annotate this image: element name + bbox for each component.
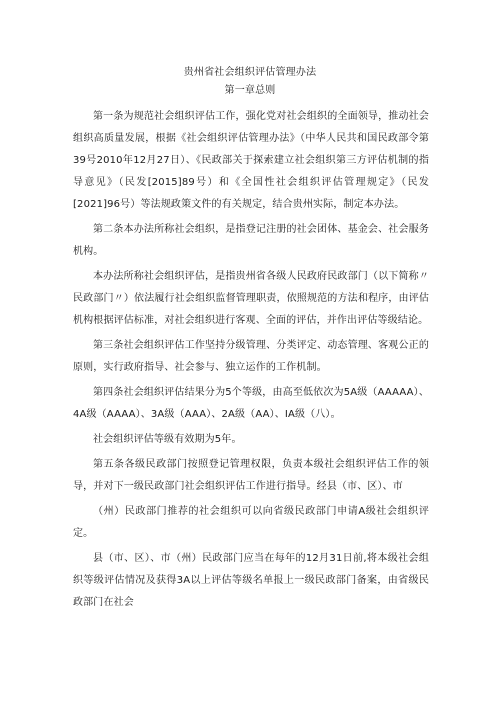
article-2-definition-paragraph: 本办法所称社会组织评估，是指贵州省各级人民政府民政部门（以下简称〃民政部门〃）依法履行社会组织监督管理职责，依照规范的方法和程序，由评估机构根据评估标准，对社会组织进行客观、全面的评估，并作出评估等级结论。 xyxy=(73,271,429,326)
article-1-paragraph: 第一条为规范社会组织评估工作，强化党对社会组织的全面领导，推动社会组织高质量发展，根据《社会组织评估管理办法》（中华人民共和国民政部令第39号2010年12月27日）、《民政部关于探索建立社会组织第三方评估机制的指导意见》（民发[2015]89号）和《全国性社会组织评估管理规定》（民发[2021]96号）等法规政策文件的有关规定，结合贵州实际，制定本办法。 xyxy=(73,111,429,210)
document-body xyxy=(73,106,429,614)
filing-paragraph: 县（市、区）、市（州）民政部门应当在每年的12月31日前,将本级社会组织等级评估情况及获得3A以上评估等级名单报上一级民政部门备案，由省级民政部门在社会 xyxy=(73,553,429,608)
article-5-paragraph: 第五条各级民政部门按照登记管理权限，负责本级社会组织评估工作的领导，并对下一级民政部门社会组织评估工作进行指导。经县（市、区）、市 xyxy=(73,459,429,492)
article-3-paragraph: 第三条社会组织评估工作坚持分级管理、分类评定、动态管理、客观公正的原则，实行政府指导、社会参与、独立运作的工作机制。 xyxy=(73,340,429,373)
document-title: 贵州省社会组织评估管理办法 xyxy=(183,67,317,78)
article-4-paragraph: 第四条社会组织评估结果分为5个等级，由高至低依次为5A级（AAAAA）、4A级（AAAA）、3A级（AAA）、2A级（AA）、IA级（八）。 xyxy=(73,387,429,420)
article-2-paragraph: 第二条本办法所称社会组织，是指登记注册的社会团体、基金会、社会服务机构。 xyxy=(73,224,429,257)
validity-paragraph: 社会组织评估等级有效期为5年。 xyxy=(93,434,242,445)
recommendation-paragraph: （州）民政部门推荐的社会组织可以向省级民政部门申请A级社会组织评定。 xyxy=(73,506,429,539)
chapter-heading: 第一章总则 xyxy=(224,85,276,96)
